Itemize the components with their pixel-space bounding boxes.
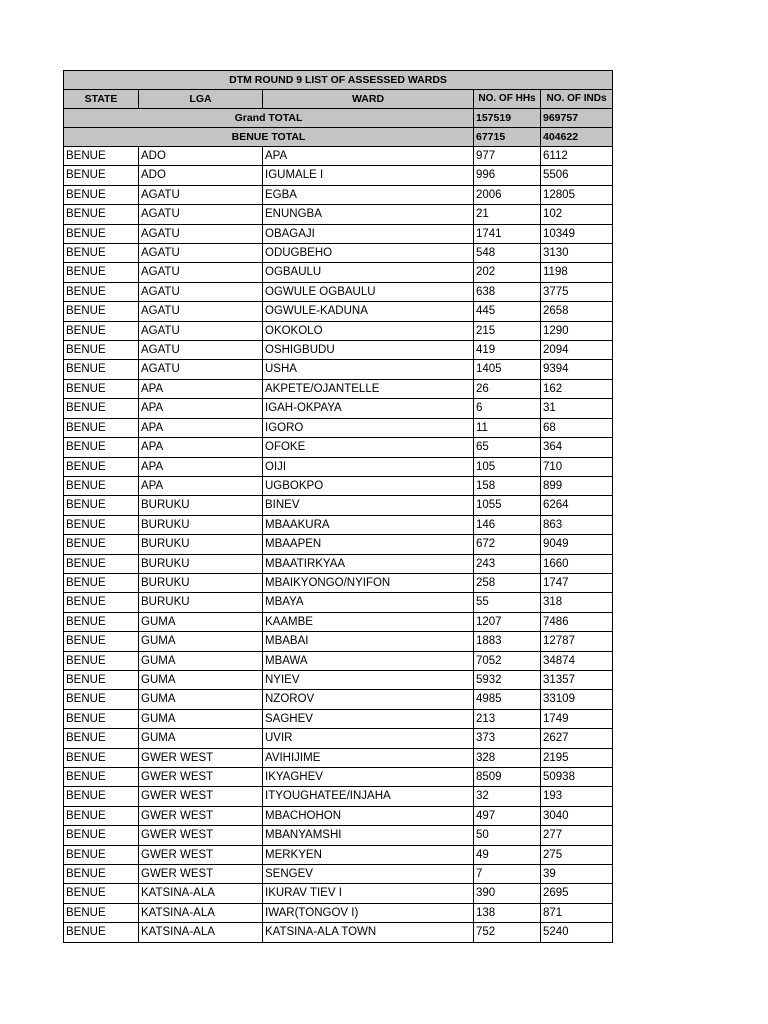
lga-cell: AGATU bbox=[139, 341, 263, 360]
inds-cell: 33109 bbox=[541, 690, 613, 709]
table-row bbox=[64, 845, 613, 864]
ward-rows bbox=[64, 147, 613, 943]
state-total-row bbox=[64, 128, 613, 147]
lga-cell: BURUKU bbox=[139, 573, 263, 592]
hhs-cell: 202 bbox=[474, 263, 541, 282]
table-row bbox=[64, 147, 613, 166]
hhs-cell: 497 bbox=[474, 806, 541, 825]
ward-cell: OSHIGBUDU bbox=[263, 341, 474, 360]
inds-cell: 162 bbox=[541, 379, 613, 398]
state-cell: BENUE bbox=[64, 826, 139, 845]
lga-cell: AGATU bbox=[139, 205, 263, 224]
column-header-row bbox=[64, 90, 613, 109]
hhs-cell: 5932 bbox=[474, 670, 541, 689]
hhs-cell: 21 bbox=[474, 205, 541, 224]
inds-cell: 102 bbox=[541, 205, 613, 224]
inds-cell: 318 bbox=[541, 593, 613, 612]
hhs-cell: 258 bbox=[474, 573, 541, 592]
inds-cell: 39 bbox=[541, 865, 613, 884]
state-cell: BENUE bbox=[64, 224, 139, 243]
ward-cell: NYIEV bbox=[263, 670, 474, 689]
grand-total-hhs: 157519 bbox=[474, 109, 541, 128]
ward-cell: USHA bbox=[263, 360, 474, 379]
lga-cell: KATSINA-ALA bbox=[139, 923, 263, 942]
lga-cell: AGATU bbox=[139, 302, 263, 321]
inds-cell: 31 bbox=[541, 399, 613, 418]
hhs-cell: 26 bbox=[474, 379, 541, 398]
table-title-row bbox=[64, 71, 613, 90]
table-row bbox=[64, 457, 613, 476]
lga-cell: AGATU bbox=[139, 185, 263, 204]
inds-cell: 3040 bbox=[541, 806, 613, 825]
lga-cell: KATSINA-ALA bbox=[139, 884, 263, 903]
state-cell: BENUE bbox=[64, 147, 139, 166]
table-row bbox=[64, 224, 613, 243]
ward-cell: UVIR bbox=[263, 729, 474, 748]
inds-cell: 863 bbox=[541, 515, 613, 534]
lga-cell: BURUKU bbox=[139, 593, 263, 612]
hhs-cell: 419 bbox=[474, 341, 541, 360]
lga-cell: AGATU bbox=[139, 263, 263, 282]
state-cell: BENUE bbox=[64, 748, 139, 767]
hhs-cell: 215 bbox=[474, 321, 541, 340]
ward-cell: IGUMALE I bbox=[263, 166, 474, 185]
lga-cell: GUMA bbox=[139, 690, 263, 709]
ward-cell: BINEV bbox=[263, 496, 474, 515]
ward-cell: NZOROV bbox=[263, 690, 474, 709]
inds-cell: 1290 bbox=[541, 321, 613, 340]
table-row bbox=[64, 612, 613, 631]
inds-cell: 6264 bbox=[541, 496, 613, 515]
inds-cell: 31357 bbox=[541, 670, 613, 689]
state-cell: BENUE bbox=[64, 457, 139, 476]
ward-cell: MERKYEN bbox=[263, 845, 474, 864]
ward-cell: IKYAGHEV bbox=[263, 768, 474, 787]
table-row bbox=[64, 884, 613, 903]
hhs-cell: 390 bbox=[474, 884, 541, 903]
lga-cell: APA bbox=[139, 418, 263, 437]
ward-cell: EGBA bbox=[263, 185, 474, 204]
inds-cell: 899 bbox=[541, 476, 613, 495]
inds-cell: 1747 bbox=[541, 573, 613, 592]
lga-cell: AGATU bbox=[139, 360, 263, 379]
column-header-state: STATE bbox=[64, 90, 139, 109]
hhs-cell: 445 bbox=[474, 302, 541, 321]
table-row bbox=[64, 865, 613, 884]
hhs-cell: 548 bbox=[474, 244, 541, 263]
ward-cell: MBAATIRKYAA bbox=[263, 554, 474, 573]
hhs-cell: 1405 bbox=[474, 360, 541, 379]
ward-cell: MBANYAMSHI bbox=[263, 826, 474, 845]
assessed-wards-table bbox=[63, 70, 613, 943]
table-row bbox=[64, 321, 613, 340]
state-cell: BENUE bbox=[64, 282, 139, 301]
state-cell: BENUE bbox=[64, 865, 139, 884]
lga-cell: GWER WEST bbox=[139, 806, 263, 825]
table-row bbox=[64, 923, 613, 942]
state-total-hhs: 67715 bbox=[474, 128, 541, 147]
table-row bbox=[64, 787, 613, 806]
lga-cell: GWER WEST bbox=[139, 787, 263, 806]
table-row bbox=[64, 302, 613, 321]
state-cell: BENUE bbox=[64, 476, 139, 495]
lga-cell: BURUKU bbox=[139, 535, 263, 554]
column-header-lga: LGA bbox=[139, 90, 263, 109]
state-cell: BENUE bbox=[64, 379, 139, 398]
lga-cell: GWER WEST bbox=[139, 845, 263, 864]
hhs-cell: 373 bbox=[474, 729, 541, 748]
inds-cell: 710 bbox=[541, 457, 613, 476]
ward-cell: IWAR(TONGOV I) bbox=[263, 903, 474, 922]
table-row bbox=[64, 651, 613, 670]
lga-cell: GUMA bbox=[139, 612, 263, 631]
table-title: DTM ROUND 9 LIST OF ASSESSED WARDS bbox=[64, 71, 613, 90]
ward-cell: ODUGBEHO bbox=[263, 244, 474, 263]
lga-cell: AGATU bbox=[139, 224, 263, 243]
ward-cell: SAGHEV bbox=[263, 709, 474, 728]
state-cell: BENUE bbox=[64, 263, 139, 282]
column-header-hhs: NO. OF HHs bbox=[474, 90, 541, 109]
inds-cell: 68 bbox=[541, 418, 613, 437]
inds-cell: 5240 bbox=[541, 923, 613, 942]
hhs-cell: 1883 bbox=[474, 632, 541, 651]
inds-cell: 193 bbox=[541, 787, 613, 806]
state-cell: BENUE bbox=[64, 612, 139, 631]
state-cell: BENUE bbox=[64, 205, 139, 224]
hhs-cell: 138 bbox=[474, 903, 541, 922]
lga-cell: APA bbox=[139, 399, 263, 418]
lga-cell: BURUKU bbox=[139, 554, 263, 573]
ward-cell: MBAAPEN bbox=[263, 535, 474, 554]
inds-cell: 2658 bbox=[541, 302, 613, 321]
inds-cell: 277 bbox=[541, 826, 613, 845]
table-row bbox=[64, 573, 613, 592]
state-cell: BENUE bbox=[64, 244, 139, 263]
inds-cell: 7486 bbox=[541, 612, 613, 631]
hhs-cell: 158 bbox=[474, 476, 541, 495]
ward-cell: ITYOUGHATEE/INJAHA bbox=[263, 787, 474, 806]
lga-cell: GWER WEST bbox=[139, 865, 263, 884]
state-cell: BENUE bbox=[64, 418, 139, 437]
inds-cell: 871 bbox=[541, 903, 613, 922]
inds-cell: 34874 bbox=[541, 651, 613, 670]
inds-cell: 1749 bbox=[541, 709, 613, 728]
table-row bbox=[64, 244, 613, 263]
table-row bbox=[64, 399, 613, 418]
hhs-cell: 996 bbox=[474, 166, 541, 185]
lga-cell: KATSINA-ALA bbox=[139, 903, 263, 922]
ward-cell: OKOKOLO bbox=[263, 321, 474, 340]
hhs-cell: 8509 bbox=[474, 768, 541, 787]
table-row bbox=[64, 903, 613, 922]
lga-cell: GWER WEST bbox=[139, 768, 263, 787]
ward-cell: MBAWA bbox=[263, 651, 474, 670]
inds-cell: 2627 bbox=[541, 729, 613, 748]
ward-cell: OBAGAJI bbox=[263, 224, 474, 243]
inds-cell: 10349 bbox=[541, 224, 613, 243]
lga-cell: GUMA bbox=[139, 632, 263, 651]
table-row bbox=[64, 806, 613, 825]
inds-cell: 5506 bbox=[541, 166, 613, 185]
lga-cell: BURUKU bbox=[139, 496, 263, 515]
state-cell: BENUE bbox=[64, 185, 139, 204]
table-row bbox=[64, 379, 613, 398]
state-cell: BENUE bbox=[64, 670, 139, 689]
hhs-cell: 213 bbox=[474, 709, 541, 728]
ward-cell: KAAMBE bbox=[263, 612, 474, 631]
ward-cell: AKPETE/OJANTELLE bbox=[263, 379, 474, 398]
lga-cell: BURUKU bbox=[139, 515, 263, 534]
lga-cell: APA bbox=[139, 438, 263, 457]
ward-cell: UGBOKPO bbox=[263, 476, 474, 495]
inds-cell: 9394 bbox=[541, 360, 613, 379]
document-sheet bbox=[63, 70, 612, 943]
table-row bbox=[64, 205, 613, 224]
table-row bbox=[64, 341, 613, 360]
lga-cell: APA bbox=[139, 457, 263, 476]
ward-cell: MBABAI bbox=[263, 632, 474, 651]
hhs-cell: 243 bbox=[474, 554, 541, 573]
hhs-cell: 146 bbox=[474, 515, 541, 534]
inds-cell: 9049 bbox=[541, 535, 613, 554]
ward-cell: OGWULE-KADUNA bbox=[263, 302, 474, 321]
table-row bbox=[64, 690, 613, 709]
hhs-cell: 672 bbox=[474, 535, 541, 554]
state-cell: BENUE bbox=[64, 360, 139, 379]
inds-cell: 12805 bbox=[541, 185, 613, 204]
table-row bbox=[64, 709, 613, 728]
state-cell: BENUE bbox=[64, 573, 139, 592]
state-cell: BENUE bbox=[64, 438, 139, 457]
ward-cell: MBAAKURA bbox=[263, 515, 474, 534]
ward-cell: MBACHOHON bbox=[263, 806, 474, 825]
hhs-cell: 65 bbox=[474, 438, 541, 457]
ward-cell: MBAYA bbox=[263, 593, 474, 612]
state-cell: BENUE bbox=[64, 496, 139, 515]
ward-cell: MBAIKYONGO/NYIFON bbox=[263, 573, 474, 592]
table-row bbox=[64, 535, 613, 554]
hhs-cell: 1055 bbox=[474, 496, 541, 515]
hhs-cell: 752 bbox=[474, 923, 541, 942]
lga-cell: APA bbox=[139, 476, 263, 495]
table-row bbox=[64, 263, 613, 282]
ward-cell: OFOKE bbox=[263, 438, 474, 457]
hhs-cell: 7052 bbox=[474, 651, 541, 670]
table-row bbox=[64, 748, 613, 767]
ward-cell: IGAH-OKPAYA bbox=[263, 399, 474, 418]
inds-cell: 275 bbox=[541, 845, 613, 864]
lga-cell: GUMA bbox=[139, 651, 263, 670]
ward-cell: OGBAULU bbox=[263, 263, 474, 282]
state-cell: BENUE bbox=[64, 806, 139, 825]
inds-cell: 3775 bbox=[541, 282, 613, 301]
state-cell: BENUE bbox=[64, 729, 139, 748]
state-total-inds: 404622 bbox=[541, 128, 613, 147]
table-row bbox=[64, 729, 613, 748]
state-cell: BENUE bbox=[64, 690, 139, 709]
lga-cell: GUMA bbox=[139, 709, 263, 728]
inds-cell: 1660 bbox=[541, 554, 613, 573]
table-row bbox=[64, 632, 613, 651]
table-row bbox=[64, 554, 613, 573]
lga-cell: GUMA bbox=[139, 729, 263, 748]
table-row bbox=[64, 496, 613, 515]
hhs-cell: 6 bbox=[474, 399, 541, 418]
hhs-cell: 4985 bbox=[474, 690, 541, 709]
table-row bbox=[64, 282, 613, 301]
state-cell: BENUE bbox=[64, 321, 139, 340]
inds-cell: 2695 bbox=[541, 884, 613, 903]
state-cell: BENUE bbox=[64, 632, 139, 651]
hhs-cell: 32 bbox=[474, 787, 541, 806]
table-row bbox=[64, 166, 613, 185]
table-row bbox=[64, 418, 613, 437]
state-cell: BENUE bbox=[64, 593, 139, 612]
column-header-ward: WARD bbox=[263, 90, 474, 109]
ward-cell: APA bbox=[263, 147, 474, 166]
lga-cell: APA bbox=[139, 379, 263, 398]
hhs-cell: 11 bbox=[474, 418, 541, 437]
hhs-cell: 105 bbox=[474, 457, 541, 476]
ward-cell: KATSINA-ALA TOWN bbox=[263, 923, 474, 942]
hhs-cell: 50 bbox=[474, 826, 541, 845]
inds-cell: 364 bbox=[541, 438, 613, 457]
lga-cell: AGATU bbox=[139, 282, 263, 301]
state-cell: BENUE bbox=[64, 787, 139, 806]
state-cell: BENUE bbox=[64, 166, 139, 185]
table-row bbox=[64, 826, 613, 845]
ward-cell: AVIHIJIME bbox=[263, 748, 474, 767]
lga-cell: GWER WEST bbox=[139, 748, 263, 767]
table-row bbox=[64, 185, 613, 204]
inds-cell: 3130 bbox=[541, 244, 613, 263]
lga-cell: AGATU bbox=[139, 244, 263, 263]
hhs-cell: 2006 bbox=[474, 185, 541, 204]
state-cell: BENUE bbox=[64, 709, 139, 728]
lga-cell: ADO bbox=[139, 147, 263, 166]
ward-cell: SENGEV bbox=[263, 865, 474, 884]
table-row bbox=[64, 670, 613, 689]
state-cell: BENUE bbox=[64, 651, 139, 670]
inds-cell: 2094 bbox=[541, 341, 613, 360]
hhs-cell: 1741 bbox=[474, 224, 541, 243]
state-cell: BENUE bbox=[64, 903, 139, 922]
state-cell: BENUE bbox=[64, 845, 139, 864]
table-row bbox=[64, 476, 613, 495]
hhs-cell: 328 bbox=[474, 748, 541, 767]
inds-cell: 12787 bbox=[541, 632, 613, 651]
state-cell: BENUE bbox=[64, 515, 139, 534]
ward-cell: ENUNGBA bbox=[263, 205, 474, 224]
table-row bbox=[64, 593, 613, 612]
hhs-cell: 7 bbox=[474, 865, 541, 884]
state-total-label: BENUE TOTAL bbox=[64, 128, 474, 147]
state-cell: BENUE bbox=[64, 341, 139, 360]
hhs-cell: 977 bbox=[474, 147, 541, 166]
table-row bbox=[64, 360, 613, 379]
state-cell: BENUE bbox=[64, 535, 139, 554]
lga-cell: GUMA bbox=[139, 670, 263, 689]
lga-cell: GWER WEST bbox=[139, 826, 263, 845]
ward-cell: OGWULE OGBAULU bbox=[263, 282, 474, 301]
column-header-inds: NO. OF INDs bbox=[541, 90, 613, 109]
table-row bbox=[64, 768, 613, 787]
lga-cell: AGATU bbox=[139, 321, 263, 340]
grand-total-inds: 969757 bbox=[541, 109, 613, 128]
table-row bbox=[64, 438, 613, 457]
inds-cell: 6112 bbox=[541, 147, 613, 166]
state-cell: BENUE bbox=[64, 923, 139, 942]
hhs-cell: 1207 bbox=[474, 612, 541, 631]
grand-total-label: Grand TOTAL bbox=[64, 109, 474, 128]
state-cell: BENUE bbox=[64, 554, 139, 573]
inds-cell: 50938 bbox=[541, 768, 613, 787]
ward-cell: IKURAV TIEV I bbox=[263, 884, 474, 903]
lga-cell: ADO bbox=[139, 166, 263, 185]
table-row bbox=[64, 515, 613, 534]
inds-cell: 1198 bbox=[541, 263, 613, 282]
hhs-cell: 55 bbox=[474, 593, 541, 612]
ward-cell: IGORO bbox=[263, 418, 474, 437]
state-cell: BENUE bbox=[64, 884, 139, 903]
state-cell: BENUE bbox=[64, 399, 139, 418]
grand-total-row bbox=[64, 109, 613, 128]
state-cell: BENUE bbox=[64, 768, 139, 787]
hhs-cell: 49 bbox=[474, 845, 541, 864]
hhs-cell: 638 bbox=[474, 282, 541, 301]
ward-cell: OIJI bbox=[263, 457, 474, 476]
state-cell: BENUE bbox=[64, 302, 139, 321]
inds-cell: 2195 bbox=[541, 748, 613, 767]
